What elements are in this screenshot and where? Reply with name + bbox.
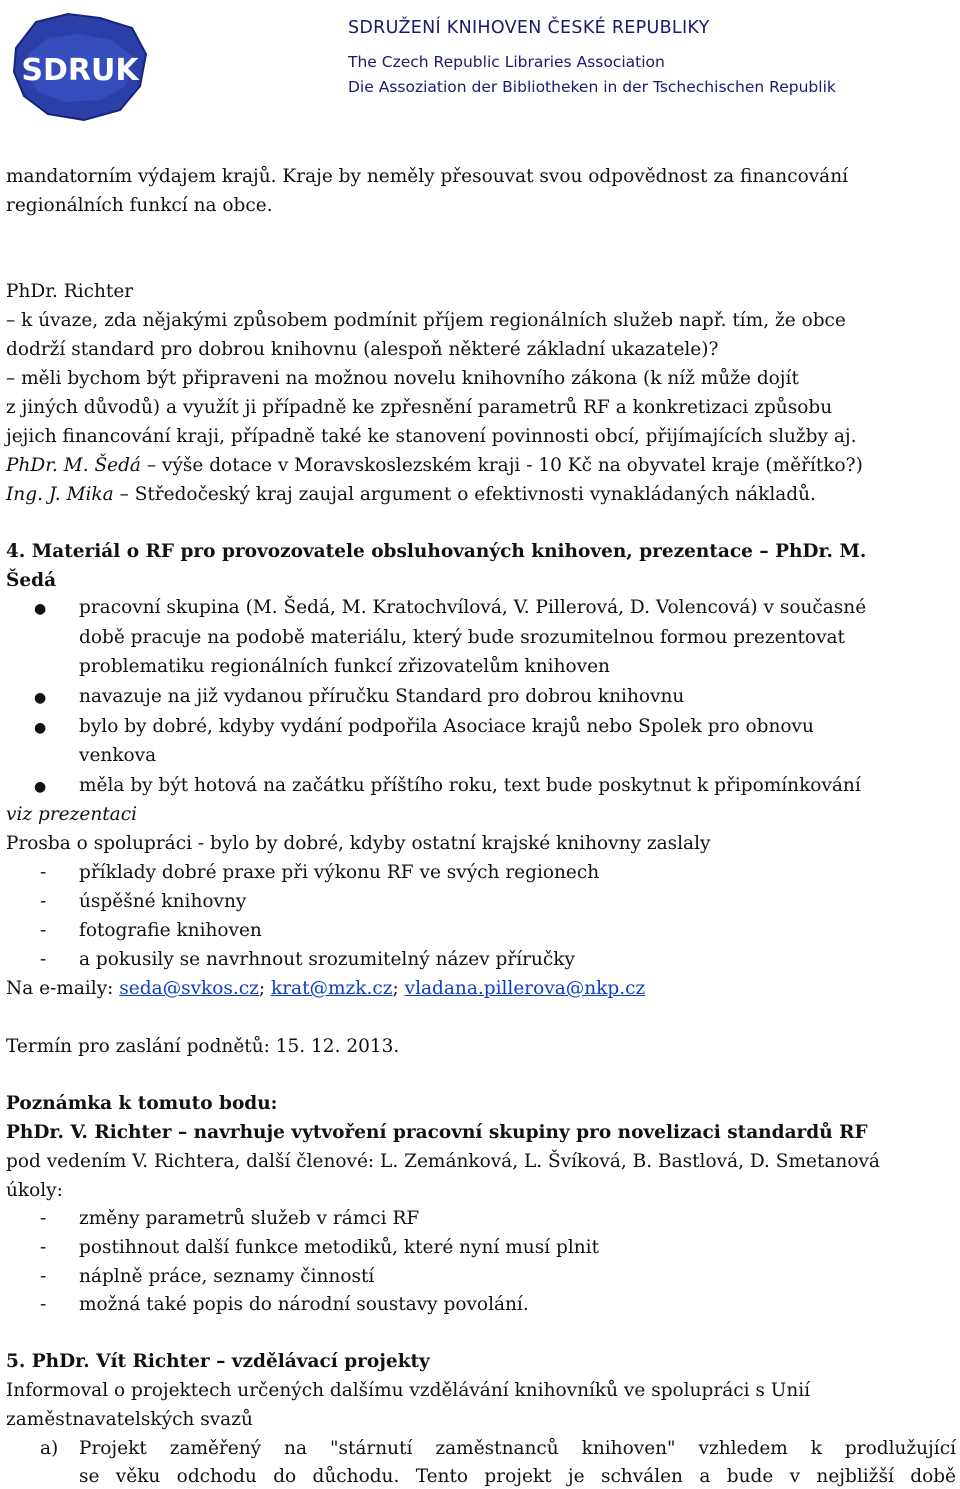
remark-text: – Středočeský kraj zaujal argument o efektivnosti vynakládaných nákladů. (119, 484, 816, 505)
reference-note: viz prezentaci (6, 804, 137, 825)
list-item-line: se věku odchodu do důchodu. Tento projekt je schválen a bude v nejbližší době (79, 1466, 956, 1487)
org-name-de: Die Assoziation der Bibliotheken in der Tschechischen Republik (348, 78, 836, 96)
dash-item: postihnout další funkce metodiků, které nyní musí plnit (79, 1237, 600, 1258)
sdruk-logo (8, 8, 153, 126)
dash-item: a pokusily se navrhnout srozumitelný název příručky (79, 949, 575, 970)
dash-marker: - (40, 1294, 47, 1315)
speaker-name: PhDr. M. Šedá (6, 455, 141, 476)
dash-marker: - (40, 920, 47, 941)
section-heading: 5. PhDr. Vít Richter – vzdělávací projekty (6, 1351, 430, 1372)
remark-text: – výše dotace v Moravskoslezském kraji - 10 Kč na obyvatel kraje (měřítko?) (146, 455, 863, 476)
speaker-remark (6, 455, 863, 476)
letterhead-text (348, 18, 836, 100)
bullet-icon: ● (34, 779, 47, 795)
letterhead (0, 0, 960, 130)
bullet-icon: ● (34, 690, 47, 706)
dash-marker: - (40, 891, 47, 912)
list-item-line: Projekt zaměřený na "stárnutí zaměstnanců knihoven" vzhledem k prodlužující (79, 1438, 956, 1459)
org-name-en: The Czech Republic Libraries Association (348, 53, 665, 71)
email-label: Na e-maily: (6, 978, 120, 999)
bullet-line: navazuje na již vydanou příručku Standard pro dobrou knihovnu (79, 686, 685, 707)
email-link[interactable]: seda@svkos.cz (119, 978, 259, 999)
dash-item: fotografie knihoven (79, 920, 262, 941)
dash-marker: - (40, 1266, 47, 1287)
separator: ; (392, 978, 405, 999)
deadline-line: Termín pro zaslání podnětů: 15. 12. 2013. (6, 1036, 400, 1057)
paragraph-line: z jiných důvodů) a využít ji případně ke zpřesnění parametrů RF a konkretizaci způsobu (6, 397, 833, 418)
dash-item: příklady dobré praxe při výkonu RF ve svých regionech (79, 862, 600, 883)
dash-marker: - (40, 862, 47, 883)
email-line (6, 978, 645, 999)
paragraph-line: regionálních funkcí na obce. (6, 195, 273, 216)
separator: ; (258, 978, 271, 999)
section-heading: 4. Materiál o RF pro provozovatele obsluhovaných knihoven, prezentace – PhDr. M. (6, 541, 867, 562)
dash-item: náplně práce, seznamy činností (79, 1266, 375, 1287)
bullet-line: měla by být hotová na začátku příštího roku, text bude poskytnut k připomínkování (79, 775, 861, 796)
bullet-line: době pracuje na podobě materiálu, který bude srozumitelnou formou prezentovat (79, 627, 845, 648)
bullet-line: pracovní skupina (M. Šedá, M. Kratochvílová, V. Pillerová, D. Volencová) v současné (79, 597, 867, 618)
speaker-name: PhDr. Richter (6, 281, 134, 302)
speaker-remark (6, 484, 816, 505)
paragraph-line: – měli bychom být připraveni na možnou novelu knihovního zákona (k níž může dojít (6, 368, 799, 389)
paragraph-line: jejich financování kraji, případně také ke stanovení povinnosti obcí, přijímajících služby aj. (6, 426, 857, 447)
note-heading: Poznámka k tomuto bodu: (6, 1093, 278, 1114)
email-link[interactable]: krat@mzk.cz (271, 978, 393, 999)
email-link[interactable]: vladana.pillerova@nkp.cz (404, 978, 646, 999)
speaker-name: Ing. J. Mika (6, 484, 114, 505)
note-line: pod vedením V. Richtera, další členové: L. Zemánková, L. Švíková, B. Bastlová, D. Smetanová (6, 1151, 880, 1172)
paragraph-line: dodrží standard pro dobrou knihovnu (alespoň některé základní ukazatele)? (6, 339, 719, 360)
paragraph-line: – k úvaze, zda nějakými způsobem podmínit příjem regionálních služeb např. tím, že obce (6, 310, 846, 331)
paragraph-line: Prosba o spolupráci - bylo by dobré, kdyby ostatní krajské knihovny zaslaly (6, 833, 711, 854)
dash-marker: - (40, 1237, 47, 1258)
bullet-icon: ● (34, 601, 47, 617)
note-line: PhDr. V. Richter – navrhuje vytvoření pracovní skupiny pro novelizaci standardů RF (6, 1122, 868, 1143)
dash-marker: - (40, 949, 47, 970)
dash-item: úspěšné knihovny (79, 891, 247, 912)
section-heading: Šedá (6, 570, 57, 591)
bullet-line: venkova (79, 745, 157, 766)
paragraph-line: Informoval o projektech určených dalšímu vzdělávání knihovníků ve spolupráci s Unií (6, 1380, 811, 1401)
paragraph-line: zaměstnavatelských svazů (6, 1409, 253, 1430)
dash-item: možná také popis do národní soustavy povolání. (79, 1294, 529, 1315)
paragraph-line: mandatorním výdajem krajů. Kraje by neměly přesouvat svou odpovědnost za financování (6, 166, 849, 187)
bullet-line: problematiku regionálních funkcí zřizovatelům knihoven (79, 656, 610, 677)
logo-wordmark: SDRUK (21, 53, 139, 88)
org-name-cs: SDRUŽENÍ KNIHOVEN ČESKÉ REPUBLIKY (348, 18, 710, 38)
dash-item: změny parametrů služeb v rámci RF (79, 1208, 420, 1229)
dash-marker: - (40, 1208, 47, 1229)
tasks-label: úkoly: (6, 1180, 63, 1201)
bullet-line: bylo by dobré, kdyby vydání podpořila Asociace krajů nebo Spolek pro obnovu (79, 716, 814, 737)
bullet-icon: ● (34, 720, 47, 736)
list-marker: a) (40, 1438, 59, 1459)
